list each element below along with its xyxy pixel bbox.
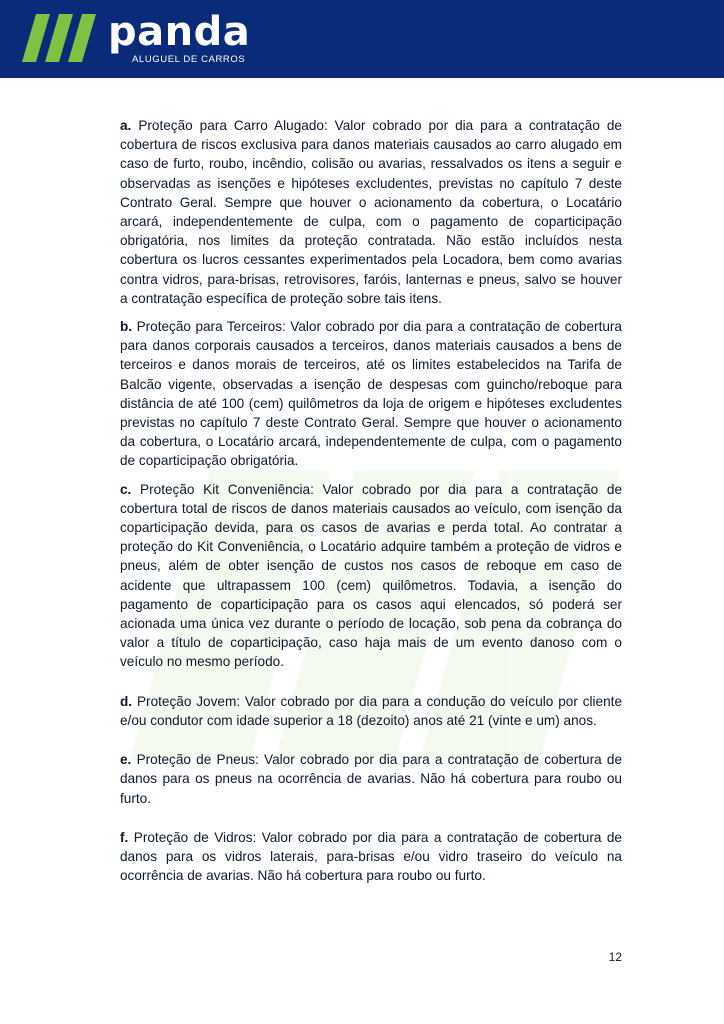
- brand-tagline: ALUGUEL DE CARROS: [132, 54, 246, 65]
- brand-name: panda: [108, 9, 251, 55]
- clause-marker: a.: [120, 118, 132, 133]
- clause-c: [120, 480, 622, 672]
- clause-text: Proteção para Terceiros: Valor cobrado por dia para a contratação de cobertura para danos corporais causados a terceiros, danos materiais causados a bens de terceiros e danos morais de terceiros, até os limites estabelecidos na Tarifa de Balcão vigente, observadas a isenção de despesas com guincho/reboque para distância de até 100 (cem) quilômetros da loja de origem e hipóteses excludentes previstas no capítulo 7 deste Contrato Geral. Sempre que houver o acionamento da cobertura, o Locatário arcará, independentemente de culpa, com o pagamento de coparticipação obrigatória.: [120, 319, 622, 469]
- panda-stripes-logo-icon: [22, 14, 106, 69]
- clause-marker: d.: [120, 693, 133, 709]
- clause-f: [120, 828, 622, 886]
- document-header: [0, 0, 724, 78]
- clause-d: [120, 692, 622, 730]
- clause-marker: f.: [120, 829, 129, 845]
- clause-text: Proteção Jovem: Valor cobrado por dia para a condução do veículo por cliente e/ou condutor com idade superior a 18 (dezoito) anos até 21 (vinte e um) anos.: [120, 693, 623, 728]
- clause-marker: b.: [120, 319, 133, 335]
- clause-text: Proteção Kit Conveniência: Valor cobrado por dia para a contratação de cobertura total de riscos de danos materiais causados ao veículo, com isenção da coparticipação devida, para os casos de avarias e perda total. Ao contratar a proteção do Kit Conveniência, o Locatário adquire também a proteção de vidros e pneus, além de obter isenção de custos nos casos de reboque em caso de acidente que ultrapassem 100 (cem) quilômetros. Todavia, a isenção do pagamento de coparticipação para os casos aqui elencados, só poderá ser acionada uma única vez durante o período de locação, sob pena da cobrança do valor a título de coparticipação, caso haja mais de um evento danoso com o veículo no mesmo período.: [120, 481, 623, 670]
- clause-text: Proteção para Carro Alugado: Valor cobrado por dia para a contratação de cobertura de riscos exclusiva para danos materiais causados ao carro alugado em caso de furto, roubo, incêndio, colisão ou avarias, ressalvados os itens a seguir e observadas as isenções e hipóteses excludentes, previstas no capítulo 7 deste Contrato Geral. Sempre que houver o acionamento da cobertura, o Locatário arcará, independentemente de culpa, com o pagamento de coparticipação obrigatória, nos limites da proteção contratada. Não estão incluídos nesta cobertura os lucros cessantes experimentados pela Locadora, bem como avarias contra vidros, para-brisas, retrovisores, faróis, lanternas e pneus, salvo se houver a contratação específica de proteção sobre tais itens.: [120, 118, 622, 306]
- clause-text: Proteção de Pneus: Valor cobrado por dia para a contratação de cobertura de danos para os pneus na ocorrência de avarias. Não há cobertura para roubo ou furto.: [120, 752, 623, 806]
- clause-b: [120, 317, 622, 471]
- clause-text: Proteção de Vidros: Valor cobrado por dia para a contratação de cobertura de danos para os vidros laterais, para-brisas e/ou vidro traseiro do veículo na ocorrência de avarias. Não há cobertura para roubo ou furto.: [120, 829, 622, 884]
- clause-a: [120, 116, 622, 308]
- page-number: 12: [608, 950, 622, 964]
- document-body: [120, 116, 622, 885]
- clause-marker: e.: [120, 752, 132, 768]
- clause-marker: c.: [120, 481, 132, 497]
- clause-e: [120, 750, 622, 808]
